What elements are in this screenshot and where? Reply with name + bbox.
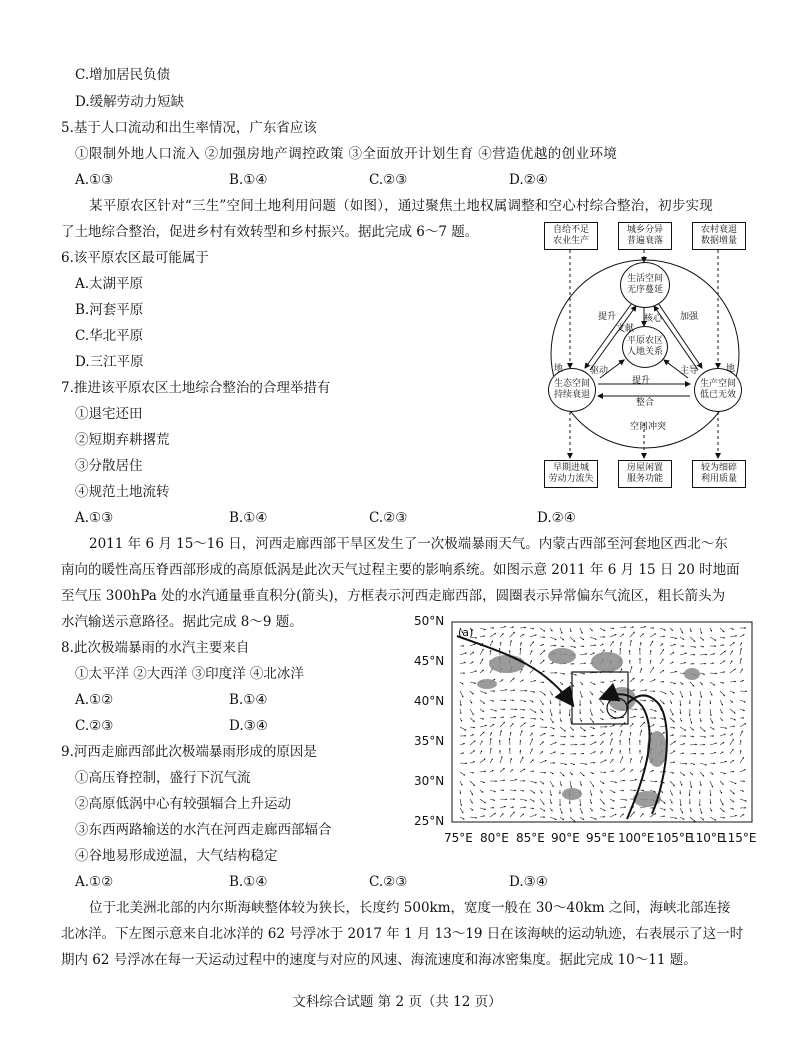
intro-10-11-line2: 北冰洋。下左图示意来自北冰洋的 62 号浮冰于 2017 年 1 月 13～19 日在该海峡的运动轨迹，右表展示了这一时 [61, 926, 744, 942]
intro-8-9-line3: 至气压 300hPa 处的水汽通量垂直积分(箭头)，方框表示河西走廊西部，圆圈表示异常偏东气流区，粗长箭头为 [61, 588, 726, 604]
label-a4: 加强 [680, 312, 699, 322]
q6-option-a: A.太湖平原 [75, 276, 144, 292]
top-box-3: 农村衰退 数据增量 [692, 222, 746, 250]
q4-option-c: C.增加居民负债 [75, 67, 171, 83]
intro-8-9-line2: 南向的暖性高压脊西部形成的高原低涡是此次天气过程主要的影响系统。如图示意 2011 年 6 月 15 日 20 时地面 [61, 562, 740, 578]
q7-item-4: ④规范土地流转 [75, 484, 170, 500]
q5-option-a: A.①③ [75, 172, 114, 188]
label-a2: 文献 [616, 324, 635, 334]
intro-6-7-line1: 某平原农区针对“三生”空间土地利用问题（如图），通过聚焦土地权属调整和空心村综合整治，初步实现 [89, 198, 713, 214]
q5-option-c: C.②③ [369, 172, 408, 188]
top-box-1: 自给不足 农业生产 [544, 222, 598, 250]
q9-item-1: ①高压脊控制，盛行下沉气流 [75, 770, 251, 786]
lat-label-35: 35°N [414, 734, 445, 748]
q6-stem: 6.该平原农区最可能属于 [61, 250, 209, 266]
q9-item-3: ③东西两路输送的水汽在河西走廊西部辐合 [75, 822, 332, 838]
bottom-box-3: 较为细碎 利用质量 [692, 460, 746, 488]
q9-option-d: D.③④ [509, 874, 548, 890]
circle-center: 平原农区 人地关系 [622, 326, 668, 368]
q6-option-d: D.三江平原 [75, 354, 144, 370]
q9-stem: 9.河西走廊西部此次极端暴雨形成的原因是 [61, 744, 317, 760]
top-box-2: 城乡分异 普遍衰落 [618, 222, 672, 250]
label-a5: 驱动 [590, 366, 609, 376]
q7-stem: 7.推进该平原农区土地综合整治的合理举措有 [61, 380, 331, 396]
q7-item-3: ③分散居住 [75, 458, 143, 474]
label-a3: 核心 [644, 314, 663, 324]
q8-items: ①太平洋 ②大西洋 ③印度洋 ④北冰洋 [75, 666, 304, 682]
circle-ecological-space: 生态空间 持续衰退 [548, 368, 596, 412]
q5-option-b: B.①④ [229, 172, 268, 188]
lon-label-80: 80°E [480, 831, 509, 845]
map-plot [412, 614, 757, 849]
lat-label-25: 25°N [414, 814, 445, 828]
q5-stem: 5.基于人口流动和出生率情况，广东省应该 [61, 120, 317, 136]
q7-item-2: ②短期弃耕撂荒 [75, 432, 170, 448]
q6-option-b: B.河套平原 [75, 302, 144, 318]
label-right-side: 地 [726, 364, 736, 374]
intro-10-11-line3: 期内 62 号浮冰在每一天运动过程中的速度与对应的风速、海流速度和海冰密集度。据此完成 10～11 题。 [61, 952, 697, 968]
q9-option-b: B.①④ [229, 874, 268, 890]
page-footer: 文科综合试题 第 2 页（共 12 页） [292, 994, 502, 1010]
q9-option-a: A.①② [75, 874, 114, 890]
q7-option-d: D.②④ [537, 510, 576, 526]
q8-option-b: B.①④ [229, 692, 268, 708]
lon-label-100: 100°E [618, 831, 655, 845]
intro-6-7-line2: 了土地综合整治，促进乡村有效转型和乡村振兴。据此完成 6～7 题。 [61, 224, 479, 240]
lon-label-90: 90°E [551, 831, 580, 845]
q9-item-2: ②高原低涡中心有较强辐合上升运动 [75, 796, 291, 812]
lat-label-40: 40°N [414, 694, 445, 708]
intro-8-9-line4: 水汽输送示意路径。据此完成 8～9 题。 [61, 614, 303, 630]
water-vapor-map [412, 614, 757, 849]
lon-label-75: 75°E [444, 831, 473, 845]
q7-option-a: A.①③ [75, 510, 114, 526]
circle-living-space: 生活空间 无序蔓延 [620, 262, 670, 308]
q8-option-d: D.③④ [229, 718, 268, 734]
lon-label-110: 110°E [688, 831, 725, 845]
lat-label-50: 50°N [414, 614, 445, 628]
land-use-diagram [540, 218, 750, 490]
label-a6: 提升 [632, 376, 651, 386]
lon-label-115: 115°E [720, 831, 757, 845]
q8-stem: 8.此次极端暴雨的水汽主要来自 [61, 640, 250, 656]
bottom-box-1: 早期进城 劳动力流失 [544, 460, 598, 488]
lon-label-105: 105°E [656, 831, 693, 845]
lat-label-30: 30°N [414, 774, 445, 788]
lon-label-95: 95°E [586, 831, 615, 845]
intro-10-11-line1: 位于北美洲北部的内尔斯海峡整体较为狭长，长度约 500km，宽度一般在 30～40km 之间，海峡北部连接 [89, 900, 731, 916]
q8-option-a: A.①② [75, 692, 114, 708]
q9-item-4: ④谷地易形成逆温，大气结构稳定 [75, 848, 278, 864]
lat-label-45: 45°N [414, 654, 445, 668]
q9-option-c: C.②③ [369, 874, 408, 890]
circle-production-space: 生产空间 低已无效 [694, 368, 742, 412]
label-a8: 主导 [680, 366, 699, 376]
q5-option-d: D.②④ [509, 172, 548, 188]
intro-8-9-line1: 2011 年 6 月 15～16 日，河西走廊西部干旱区发生了一次极端暴雨天气。内蒙古西部至河套地区西北～东 [89, 536, 728, 552]
label-a7: 整合 [636, 398, 655, 408]
label-left-side: 地 [554, 364, 564, 374]
bottom-box-2: 房屋闲置 服务功能 [618, 460, 672, 488]
panel-label: (a) [458, 626, 474, 639]
lon-label-85: 85°E [516, 831, 545, 845]
q7-option-c: C.②③ [369, 510, 408, 526]
q7-item-1: ①退宅还田 [75, 406, 143, 422]
label-space-conflict: 空间冲突 [630, 422, 667, 432]
q6-option-c: C.华北平原 [75, 328, 144, 344]
q4-option-d: D.缓解劳动力短缺 [75, 94, 185, 110]
label-a1: 提升 [598, 312, 617, 322]
q5-items: ①限制外地人口流入 ②加强房地产调控政策 ③全面放开计划生育 ④营造优越的创业环境 [75, 146, 618, 162]
q8-option-c: C.②③ [75, 718, 114, 734]
q7-option-b: B.①④ [229, 510, 268, 526]
